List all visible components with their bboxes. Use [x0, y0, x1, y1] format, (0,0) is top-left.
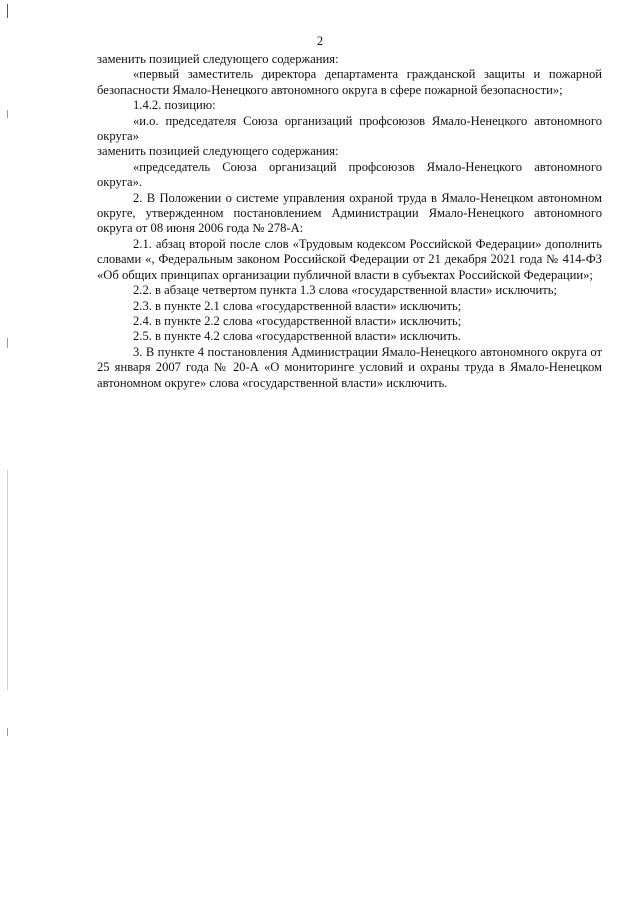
page-number: 2 [316, 34, 324, 48]
paragraph: 2.1. абзац второй после слов «Трудовым кодексом Российской Федерации» дополнить словами «, Федеральным законом Российской Федерации от 21 декабря 2021 года № 414-ФЗ «Об общих принципах организации публичной власти в субъектах Российской Федерации»; [97, 236, 602, 282]
margin-mark [7, 110, 8, 118]
paragraph: 1.4.2. позицию: [133, 98, 216, 113]
margin-mark [7, 728, 8, 736]
paragraph: 3. В пункте 4 постановления Администрации Ямало-Ненецкого автономного округа от 25 января 2007 года № 20-А «О мониторинге условий и охраны труда в Ямало-Ненецком автономном округе» слова «государственной власти» исключить. [97, 344, 602, 390]
paragraph: заменить позицией следующего содержания: [97, 52, 339, 66]
paragraph: заменить позицией следующего содержания: [97, 144, 339, 159]
paragraph: 2.3. в пункте 2.1 слова «государственной власти» исключить; [133, 298, 462, 313]
paragraph: «и.о. председателя Союза организаций профсоюзов Ямало-Ненецкого автономного округа» [97, 113, 602, 144]
paragraph: «первый заместитель директора департамента гражданской защиты и пожарной безопасности Ямало-Ненецкого автономного округа в сфере пожарной безопасности»; [97, 67, 602, 97]
paragraph: 2. В Положении о системе управления охраной труда в Ямало-Ненецком автономном округе, утвержденном постановлением Администрации Ямало-Ненецкого автономного округа от 08 июня 2006 года № 278-А: [97, 190, 602, 236]
paragraph: «председатель Союза организаций профсоюзов Ямало-Ненецкого автономного округа». [97, 159, 602, 190]
paragraph: 2.4. в пункте 2.2 слова «государственной власти» исключить; [133, 313, 462, 328]
margin-mark [7, 470, 8, 690]
margin-mark [7, 4, 8, 18]
paragraph: 2.2. в абзаце четвертом пункта 1.3 слова «государственной власти» исключить; [133, 283, 558, 298]
margin-mark [7, 338, 8, 348]
document-body [97, 52, 602, 391]
paragraph: 2.5. в пункте 4.2 слова «государственной власти» исключить. [133, 329, 461, 344]
